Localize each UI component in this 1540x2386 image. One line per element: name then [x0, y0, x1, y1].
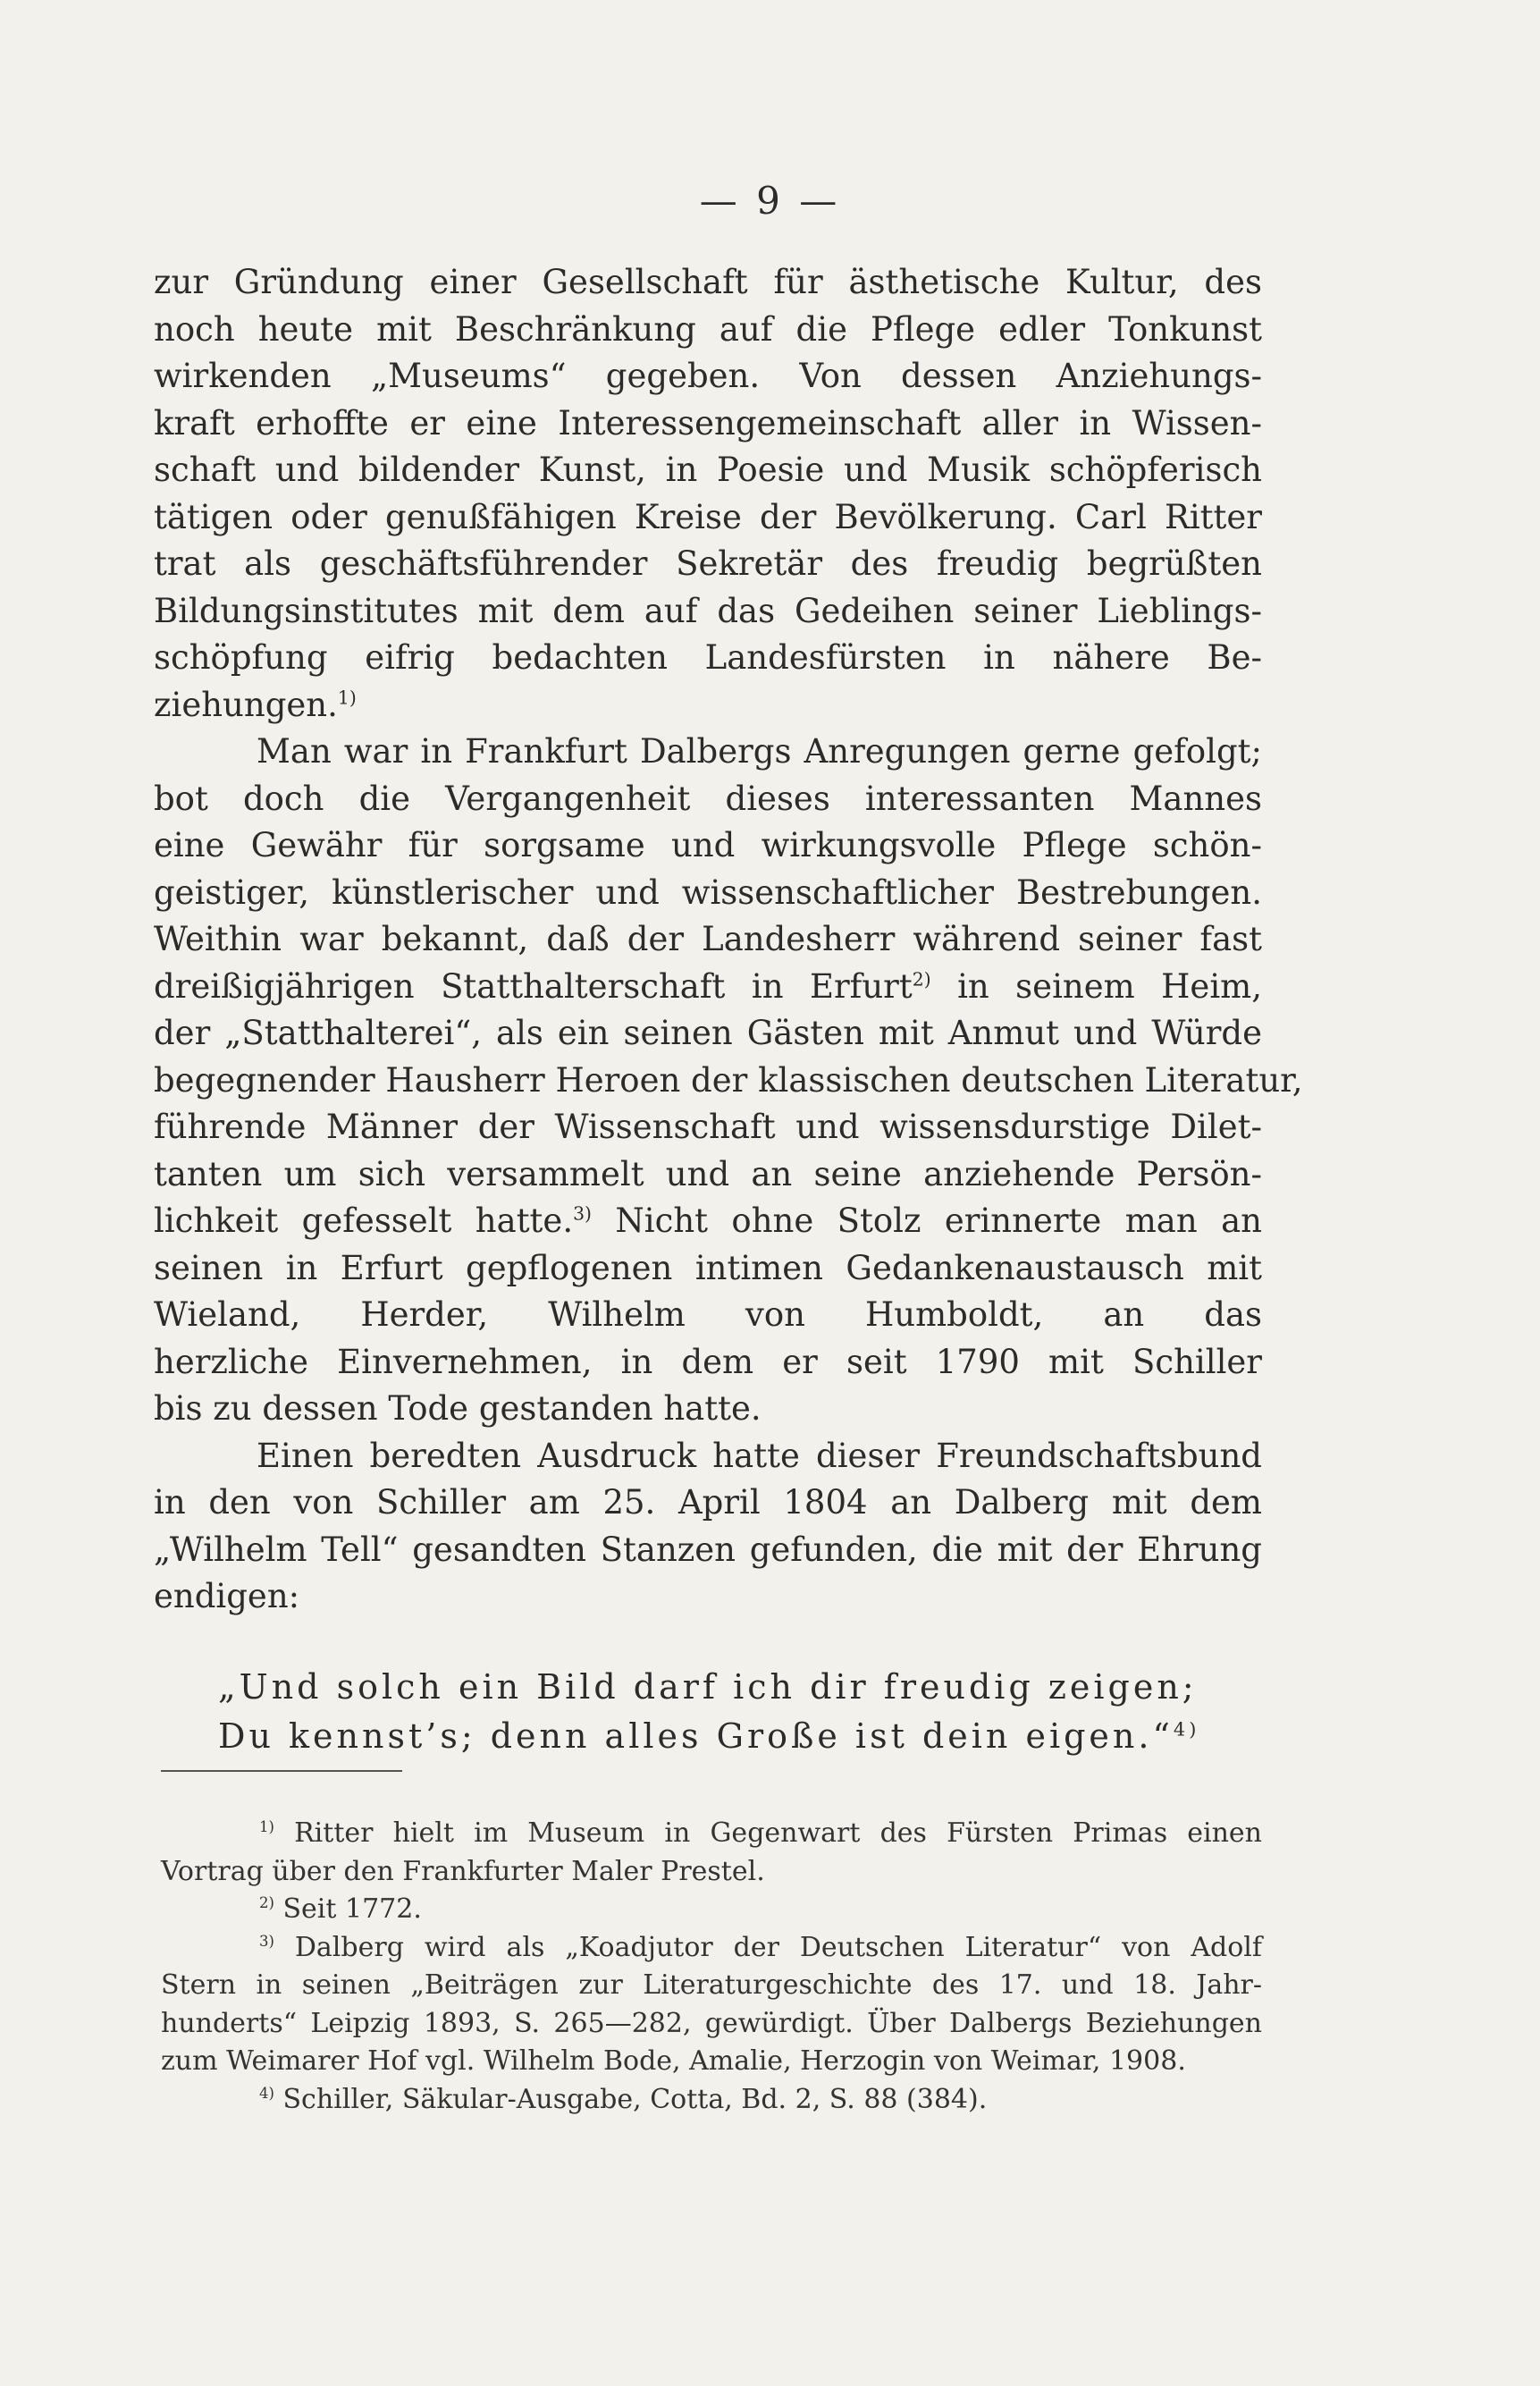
text-fragment: ziehungen.: [154, 685, 338, 724]
footnote-divider: [161, 1770, 402, 1772]
text-line: wirkenden „Museums“ gegeben. Von dessen Anziehungs-: [154, 357, 1262, 395]
footnote-line: zum Weimarer Hof vgl. Wilhelm Bode, Amalie, Herzogin von Weimar, 1908.: [161, 2045, 1186, 2077]
text-fragment: in seinem Heim,: [930, 966, 1262, 1006]
text-line: trat als geschäftsführender Sekretär des freudig begrüßten: [154, 544, 1262, 583]
text-line: Weithin war bekannt, daß der Landesherr während seiner fast: [154, 920, 1262, 958]
text-line: seinen in Erfurt gepflogenen intimen Gedankenaustausch mit: [154, 1248, 1262, 1287]
footnote-3: [161, 1929, 1262, 1968]
footnote-ref-1[interactable]: 1): [337, 687, 357, 709]
text-fragment: Du kennst’s; denn alles Große ist dein eigen.“: [218, 1716, 1174, 1756]
text-line: tätigen oder genußfähigen Kreise der Bevölkerung. Carl Ritter: [154, 497, 1262, 536]
text-line: [154, 964, 1262, 1011]
footnote-1: [161, 1815, 1262, 1853]
text-line: zur Gründung einer Gesellschaft für ästhetische Kultur, des: [154, 263, 1262, 301]
text-fragment: Nicht ohne Stolz erinnerte man an: [591, 1201, 1262, 1240]
text-line: bis zu dessen Tode gestanden hatte.: [154, 1389, 762, 1428]
footnote-text: Seit 1772.: [282, 1893, 422, 1925]
text-fragment: dreißigjährigen Statthalterschaft in Erfurt: [154, 966, 913, 1006]
footnote-text: Schiller, Säkular-Ausgabe, Cotta, Bd. 2, S. 88 (384).: [282, 2083, 988, 2115]
verse-line: „Und solch ein Bild darf ich dir freudig zeigen;: [218, 1667, 1198, 1707]
footnote-line: Stern in seinen „Beiträgen zur Literaturgeschichte des 17. und 18. Jahr-: [161, 1969, 1262, 2001]
text-line: kraft erhoffte er eine Interessengemeinschaft aller in Wissen-: [154, 403, 1262, 443]
text-line: geistiger, künstlerischer und wissenschaftlicher Bestrebungen.: [154, 873, 1262, 912]
text-line: eine Gewähr für sorgsame und wirkungsvolle Pflege schön-: [154, 826, 1262, 864]
footnote-text: Ritter hielt im Museum in Gegenwart des Fürsten Primas einen: [294, 1817, 1262, 1849]
text-line: schöpfung eifrig bedachten Landesfürsten in nähere Be-: [154, 638, 1262, 677]
text-line: Bildungsinstitutes mit dem auf das Gedeihen seiner Lieblings-: [154, 591, 1262, 630]
footnote-text: Dalberg wird als „Koadjutor der Deutschen Literatur“ von Adolf: [294, 1931, 1262, 1963]
verse-quote: [218, 1663, 1201, 1761]
footnote-ref-3[interactable]: 3): [573, 1202, 592, 1225]
text-line: schaft und bildender Kunst, in Poesie und Musik schöpferisch: [154, 451, 1262, 489]
text-line: begegnender Hausherr Heroen der klassischen deutschen Literatur,: [154, 1060, 1303, 1100]
footnote-mark: 3): [259, 1932, 274, 1950]
text-line: der „Statthalterei“, als ein seinen Gästen mit Anmut und Würde: [154, 1014, 1262, 1052]
footnote-2: [161, 1891, 1262, 1929]
text-line: endigen:: [154, 1577, 300, 1615]
footnote-ref-2[interactable]: 2): [912, 968, 931, 991]
text-line: Man war in Frankfurt Dalbergs Anregungen gerne gefolgt;: [257, 732, 1262, 771]
footnote-mark: 4): [259, 2084, 274, 2102]
footnote-line: Vortrag über den Frankfurter Maler Prestel.: [161, 1855, 765, 1887]
footnote-ref-4[interactable]: 4): [1173, 1718, 1200, 1741]
text-line: bot doch die Vergangenheit dieses interessanten Mannes: [154, 779, 1262, 818]
main-text: [154, 259, 1303, 1621]
footnote-4: [161, 2081, 1262, 2120]
verse-line: [218, 1712, 1201, 1761]
page-number: — 9 —: [699, 179, 841, 223]
text-line: in den von Schiller am 25. April 1804 an Dalberg mit dem: [154, 1483, 1262, 1522]
text-line: Wieland, Herder, Wilhelm von Humboldt, an das: [154, 1295, 1262, 1334]
text-fragment: lichkeit gefesselt hatte.: [154, 1201, 574, 1240]
footnote-mark: 2): [259, 1894, 274, 1911]
footnote-line: hunderts“ Leipzig 1893, S. 265—282, gewürdigt. Über Dalbergs Beziehungen: [161, 2007, 1262, 2039]
text-line: „Wilhelm Tell“ gesandten Stanzen gefunden, die mit der Ehrung: [154, 1530, 1262, 1569]
footnotes: [161, 1815, 1262, 2119]
footnote-mark: 1): [259, 1818, 274, 1835]
text-line: tanten um sich versammelt und an seine anziehende Persön-: [154, 1154, 1262, 1193]
text-line: noch heute mit Beschränkung auf die Pflege edler Tonkunst: [154, 309, 1262, 349]
text-line: [154, 1198, 1262, 1245]
text-line: führende Männer der Wissenschaft und wissensdurstige Dilet-: [154, 1108, 1262, 1146]
text-line: herzliche Einvernehmen, in dem er seit 1790 mit Schiller: [154, 1342, 1262, 1381]
text-line: [154, 682, 1262, 729]
text-line: Einen beredten Ausdruck hatte dieser Freundschaftsbund: [257, 1436, 1262, 1475]
